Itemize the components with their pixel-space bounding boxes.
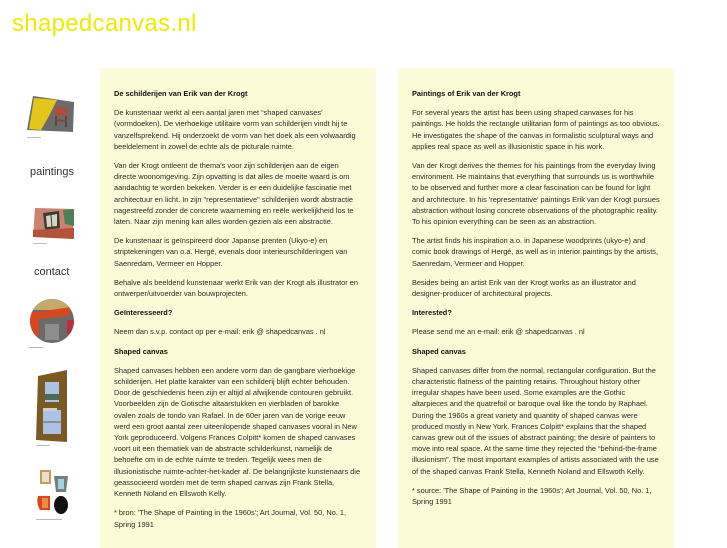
dutch-footnote: * bron: 'The Shape of Painting in the 1960s'; Art Journal, Vol. 50, No. 1, Spring 1991: [114, 508, 347, 529]
english-footnote: * source: 'The Shape of Painting in the 1960s'; Art Journal, Vol. 50, No. 1, Spring 1991: [412, 485, 652, 507]
english-paragraph-4: Besides being an artist Erik van der Krogt works as an illustrator and designer-producer of architectural projects.: [412, 277, 636, 299]
dutch-paragraph-1: De kunstenaar werkt al een aantal jaren met “shaped canvases’ (vormdoeken). De vierhoekige utilitaire vorm van schilderijen vindt hij te vanzelfsprekend. Hij onderzoekt de vorm van het doek als een volwaardig beeldelement in zowel de echte als de picturale ruimte.: [114, 108, 356, 151]
english-paragraph-1: For several years the artist has been using shaped canvases for his paintings. He holds the rectangle utilitarian form of paintings as too obvious. He investigates the shape of the canvas in formalistic sculptural ways and applies real space as well as illusionistic space in his work.: [412, 108, 660, 151]
dutch-paragraph-4: Behalve als beeldend kunstenaar werkt Erik van der Krogt als illustrator en ontwerper/uitvoerder van bouwprojecten.: [114, 277, 359, 299]
dutch-paragraph-5: Shaped canvases hebben een andere vorm dan de gangbare vierhoekige schilderijen. Het platte karakter van een schilderij blijft echter behouden. Door de geschiedenis heen zijn er altijd al afwijkende contouren gebruikt. Voorbeelden zijn de Gotische altaarstukken en vierbladen of barokke ovalen zoals de tondo van Rafael. In de 60er jaren van de vorige eeuw werd een groot aantal zeer uiteenlopende shaped canvases vooral in New York geproduceerd. Volgens Frances Colpitt* komen de shaped canvases voort uit een thematiek van de abstracte schilderkunst, namelijk de behoefte om in de echte ruimte te treden. Tegelijk wees men de illusionistische ruimte-achter-het-kader af. De belangrijkste kunstenaars die geassocieerd worden met de term shaped canvas zijn Frank Stella, Kenneth Noland en Ellswoth Kelly.: [114, 365, 361, 499]
dutch-interested-heading: Geïnteresseerd?: [114, 308, 173, 318]
site-logo[interactable]: shapedcanvas.nl: [12, 10, 197, 37]
painting-thumb-window-roof[interactable]: [33, 208, 75, 240]
thumb-caption: [36, 519, 62, 520]
english-text-column: [398, 68, 674, 548]
english-paragraph-5: Shaped canvases differ from the normal, rectangular configuration. But the characteristic flatness of the painting retains. Throughout history other irregular shapes have been used. Some examples are the Gothic altarpieces and the quatrefoil or baroque oval like the tondo by Raphael. During the 1960s a great variety and quantity of shaped canvas were produced mostly in New York. Frances Colpitt* explains that the shaped canvas grew out of the issues of abstract painting; the desire of painters to move into real space. At the same time they rejected the “behind-the-frame illusionism”. The most important examples of artists associated with the use of the shaped canvas Frank Stella, Kenneth Noland and Ellswoth Kelly.: [412, 365, 659, 476]
painting-thumb-door[interactable]: [36, 370, 68, 442]
english-shaped-heading: Shaped canvas: [412, 346, 466, 356]
dutch-paragraph-2: Van der Krogt ontleent de thema's voor zijn schilderijen aan de eigen directe woonomgeving. Zijn opvatting is dat alles de moeite waard is om aandachtig te worden bekeken. Verder is er een duidelijke fascinatie met architectuur en licht. In zijn "representatieve" schilderijen wordt abstractie nagestreefd zonder de concrete waarneming en reële werkelijkheid los te laten. Naar zijn mening kan alles worden gezien als een abstractie.: [114, 161, 354, 227]
english-paragraph-2: Van der Krogt derives the themes for his paintings from the everyday living environment. He maintains that everything that surrounds us is worthwhile to be observed and further more a clear fascination can be found for light and architecture. In his 'representative' paintings Erik van der Krogt pursues abstraction without losing concrete observations of the photographic reality. To his opinion everything can be seen as an abstraction.: [412, 161, 660, 227]
dutch-contact-email: Neem dan s.v.p. contact op per e-mail: erik @ shapedcanvas . nl: [114, 327, 326, 337]
dutch-text-column: [100, 68, 376, 548]
dutch-title: De schilderijen van Erik van der Krogt: [114, 89, 248, 98]
painting-thumb-four-shapes[interactable]: [36, 470, 70, 516]
english-interested-heading: Interested?: [412, 308, 452, 318]
dutch-paragraph-3: De kunstenaar is geïnspireerd door Japanse prenten (Ukyo-e) en striptekeningen van o.a. Hergé, evenals door interieurschilderingen van Saenredam, Vermeer en Hopper.: [114, 236, 348, 268]
english-title: Paintings of Erik van der Krogt: [412, 89, 521, 98]
thumb-caption: [33, 243, 47, 244]
dutch-shaped-heading: Shaped canvas: [114, 346, 168, 356]
nav-contact[interactable]: contact: [34, 266, 70, 278]
thumb-caption: [27, 137, 41, 138]
painting-thumb-round-tondo[interactable]: [29, 298, 75, 344]
english-paragraph-3: The artist finds his inspiration a.o. in Japanese woodprints (ukyo-e) and comic book drawings of Hergé, as well as in interior paintings by the artists, Saenredam, Vermeer and Hopper.: [412, 236, 659, 268]
painting-thumb-chair-yellow[interactable]: [27, 96, 75, 134]
sidebar: [0, 0, 100, 545]
english-contact-email: Please send me an e-mail: erik @ shapedcanvas . nl: [412, 327, 585, 337]
thumb-caption: [36, 445, 50, 446]
nav-paintings[interactable]: paintings: [30, 166, 75, 178]
thumb-caption: [29, 347, 43, 348]
